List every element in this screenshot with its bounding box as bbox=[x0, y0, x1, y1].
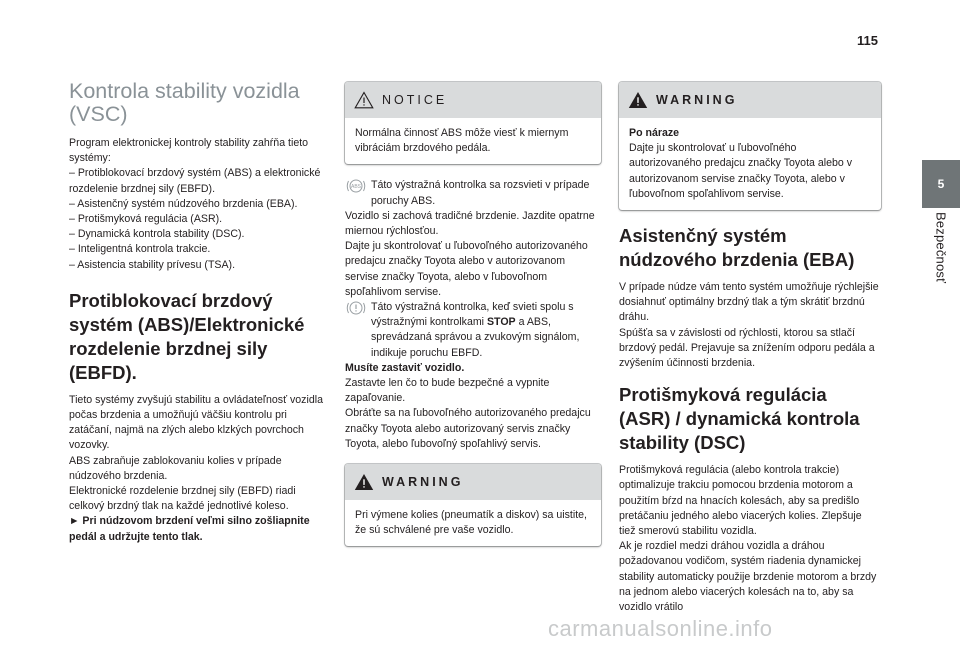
vsc-list-item: – Protiblokovací brzdový systém (ABS) a elektronické rozdelenie brzdnej sily (EBFD). bbox=[69, 167, 321, 195]
vsc-list-item: – Inteligentná kontrola trakcie. bbox=[69, 243, 211, 256]
warning-text: Pri výmene kolies (pneumatík a diskov) sa uistite, že sú schválené pre vaše vozidlo. bbox=[355, 509, 587, 537]
chapter-label bbox=[923, 212, 959, 332]
abs-lamp-text: Táto výstražná kontrolka sa rozsvieti v prípade poruchy ABS. bbox=[371, 179, 590, 207]
vsc-list-item: – Dynamická kontrola stability (DSC). bbox=[69, 228, 245, 241]
svg-text:ABS: ABS bbox=[350, 184, 362, 191]
column-2 bbox=[345, 82, 601, 546]
page-number: 115 bbox=[857, 33, 878, 48]
notice-header bbox=[345, 82, 601, 118]
asr-paragraph: Protišmyková regulácia (alebo kontrola trakcie) optimalizuje trakciu pomocou brzdenia motorom a použitím bŕzd na hnacích kolesách, aby sa predišlo pretáčaniu jedného alebo viacerých kolies. Zlepšuje tiež smerovú stabilitu vozidla. bbox=[619, 464, 862, 538]
vsc-list-item: – Asistenčný systém núdzového brzdenia (EBA). bbox=[69, 197, 298, 210]
notice-box bbox=[345, 82, 601, 164]
abs-instruction: ► Pri núdzovom brzdení veľmi silno zošliapnite pedál a udržujte tento tlak. bbox=[69, 515, 310, 543]
eba-paragraph: V prípade núdze vám tento systém umožňuje rýchlejšie dosiahnuť optimálny brzdný tlak a tým skrátiť brzdnú dráhu. bbox=[619, 281, 879, 324]
chapter-number: 5 bbox=[937, 177, 945, 191]
warning-lead: Po náraze bbox=[629, 127, 680, 139]
abs-warning-lamp-icon bbox=[345, 178, 367, 194]
chapter-tab[interactable] bbox=[922, 160, 960, 208]
must-stop-text: Musíte zastaviť vozidlo. bbox=[345, 361, 465, 374]
vsc-list-item: – Asistencia stability prívesu (TSA). bbox=[69, 258, 236, 271]
section-title-abs: Protiblokovací brzdový systém (ABS)/Elektronické rozdelenie brzdnej sily (EBFD). bbox=[69, 289, 305, 383]
vsc-intro: Program elektronickej kontroly stability zahŕňa tieto systémy: bbox=[69, 137, 309, 165]
warning-header bbox=[345, 464, 601, 500]
abs-lamp-block bbox=[345, 178, 601, 300]
warning-box-impact bbox=[619, 82, 881, 210]
section-title-asr: Protišmyková regulácia (ASR) / dynamická kontrola stability (DSC) bbox=[619, 384, 860, 454]
warning-title: WARNING bbox=[656, 93, 738, 107]
abs-paragraph: ABS zabraňuje zablokovaniu kolies v prípade núdzového brzdenia. bbox=[69, 454, 282, 482]
brake-lamp-block bbox=[345, 300, 601, 452]
notice-title: NOTICE bbox=[382, 93, 448, 107]
notice-triangle-icon bbox=[354, 91, 374, 109]
abs-paragraph: Tieto systémy zvyšujú stabilitu a ovládateľnosť vozidla počas brzdenia a umožňujú väčšiu kontrolu pri zatáčaní, najmä na zlých alebo klzkých povrchoch vozovky. bbox=[69, 393, 323, 452]
warning-box-wheels bbox=[345, 464, 601, 546]
section-title-eba: Asistenčný systém núdzového brzdenia (EBA) bbox=[619, 225, 855, 271]
abs-lamp-paragraph: Vozidlo si zachová tradičné brzdenie. Jazdite opatrne miernou rýchlosťou. bbox=[345, 209, 595, 238]
warning-header bbox=[619, 82, 881, 118]
vsc-list-item: – Protišmyková regulácia (ASR). bbox=[69, 213, 223, 226]
eba-paragraph: Spúšťa sa v závislosti od rýchlosti, ktorou sa stlačí brzdový pedál. Prejavuje sa znížením odporu pedála a zvýšením účinnosti brzdenia. bbox=[619, 326, 875, 370]
warning-triangle-icon bbox=[354, 473, 374, 491]
notice-text: Normálna činnosť ABS môže viesť k miernym vibráciám brzdového pedála. bbox=[355, 127, 569, 155]
brake-lamp-paragraph: Zastavte len čo to bude bezpečné a vypnite zapaľovanie. bbox=[345, 377, 550, 405]
column-3 bbox=[619, 82, 881, 615]
chapter-label-text: Bezpečnosť bbox=[933, 212, 949, 284]
abs-lamp-paragraph: Dajte ju skontrolovať u ľubovoľného autorizovaného predajcu značky Toyota alebo v autorizovanom servise značky Toyota, alebo v ľubovoľnom spoľahlivom servise. bbox=[345, 240, 588, 298]
column-1 bbox=[69, 80, 325, 545]
watermark: carmanualsonline.info bbox=[548, 616, 773, 641]
asr-paragraph: Ak je rozdiel medzi dráhou vozidla a dráhou požadovanou vodičom, systém riadenia dynamickej stability automaticky použije brzdenie motorom a brzdy na jednom alebo viacerých kolesách na to, aby sa vozidlo vrátilo bbox=[619, 540, 877, 614]
warning-triangle-icon bbox=[628, 91, 648, 109]
brake-lamp-text: Táto výstražná kontrolka, keď svieti spolu s výstražnými kontrolkami STOP a ABS, sprevádzaná správou a zvukovým signálom, indikuje poruchu EBFD. bbox=[371, 301, 580, 359]
section-title-vsc: Kontrola stability vozidla (VSC) bbox=[69, 79, 300, 126]
abs-paragraph: Elektronické rozdelenie brzdnej sily (EBFD) riadi celkový brzdný tlak na každé jednotlivé koleso. bbox=[69, 485, 296, 513]
brake-lamp-paragraph: Obráťte sa na ľubovoľného autorizovaného predajcu značky Toyota alebo autorizovaný servis značky Toyota, alebo ľubovoľný spoľahlivý servis. bbox=[345, 407, 591, 450]
warning-text: Dajte ju skontrolovať u ľubovoľného autorizovaného predajcu značky Toyota alebo v autorizovanom servise značky Toyota, alebo v ľubovoľnom spoľahlivom servise. bbox=[629, 142, 853, 200]
brake-warning-lamp-icon bbox=[345, 300, 367, 316]
warning-title: WARNING bbox=[382, 475, 464, 490]
